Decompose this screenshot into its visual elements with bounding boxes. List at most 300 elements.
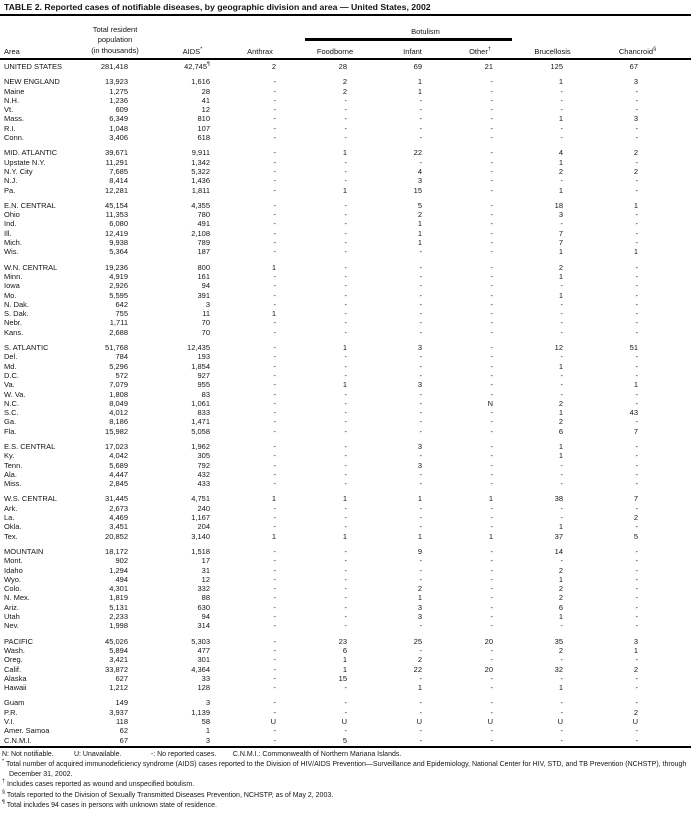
value-cell: - bbox=[273, 166, 276, 176]
value-cell: 1 bbox=[205, 726, 210, 736]
table-row bbox=[0, 637, 691, 646]
value-cell: 20 bbox=[484, 636, 493, 646]
area-cell: Maine bbox=[4, 86, 25, 96]
value-cell: - bbox=[419, 698, 422, 708]
value-cell: 4 bbox=[558, 148, 563, 158]
value-cell: 1 bbox=[417, 86, 422, 96]
value-cell: - bbox=[344, 157, 347, 167]
column-header-area: Area bbox=[4, 46, 20, 56]
value-cell: - bbox=[344, 602, 347, 612]
value-cell: - bbox=[273, 105, 276, 115]
value-cell: U bbox=[341, 717, 347, 726]
value-cell: 2,926 bbox=[109, 281, 128, 291]
value-cell: - bbox=[344, 584, 347, 594]
table-row bbox=[0, 229, 691, 238]
value-cell: 1 bbox=[271, 262, 276, 272]
footnote: * Total number of acquired immunodeficiency syndrome (AIDS) cases reported to the Division of HIV/AIDS Prevention—Surveillance and Epidemiology, National Center for HIV, STD, and TB Prevention (NCHSTP), through December 31, 2002. bbox=[2, 758, 687, 779]
column-header-2: AIDS* bbox=[182, 46, 203, 56]
value-cell: - bbox=[490, 210, 493, 220]
table-row bbox=[0, 219, 691, 228]
value-cell: - bbox=[490, 77, 493, 87]
value-cell: 1 bbox=[558, 441, 563, 451]
value-cell: - bbox=[490, 228, 493, 238]
value-cell: - bbox=[490, 645, 493, 655]
botulism-group-header: Botulism bbox=[305, 27, 512, 41]
value-cell: - bbox=[635, 602, 638, 612]
value-cell: - bbox=[490, 114, 493, 124]
value-cell: 1 bbox=[271, 309, 276, 319]
value-cell: - bbox=[273, 621, 276, 631]
value-cell: 94 bbox=[201, 612, 210, 622]
value-cell: - bbox=[490, 247, 493, 257]
value-cell: - bbox=[635, 522, 638, 532]
value-cell: 2,673 bbox=[109, 503, 128, 513]
value-cell: 4 bbox=[417, 166, 422, 176]
value-cell: - bbox=[419, 262, 422, 272]
value-cell: 17 bbox=[201, 556, 210, 566]
value-cell: 1 bbox=[558, 408, 563, 418]
value-cell: - bbox=[560, 707, 563, 717]
value-cell: 1 bbox=[558, 247, 563, 257]
value-cell: 2 bbox=[558, 398, 563, 408]
value-cell: - bbox=[344, 460, 347, 470]
value-cell: - bbox=[635, 398, 638, 408]
value-cell: - bbox=[344, 469, 347, 479]
value-cell: U bbox=[632, 717, 638, 726]
table-row bbox=[0, 646, 691, 655]
value-cell: - bbox=[344, 612, 347, 622]
value-cell: - bbox=[635, 185, 638, 195]
value-cell: - bbox=[560, 123, 563, 133]
value-cell: 1 bbox=[558, 77, 563, 87]
table-row bbox=[0, 566, 691, 575]
value-cell: - bbox=[635, 469, 638, 479]
value-cell: 1 bbox=[342, 664, 347, 674]
value-cell: - bbox=[344, 228, 347, 238]
value-cell: 1 bbox=[342, 655, 347, 665]
value-cell: - bbox=[490, 318, 493, 328]
value-cell: - bbox=[560, 655, 563, 665]
value-cell: 1 bbox=[558, 114, 563, 124]
value-cell: - bbox=[344, 574, 347, 584]
area-cell: Mich. bbox=[4, 238, 22, 248]
value-cell: 8,186 bbox=[109, 417, 128, 427]
value-cell: - bbox=[560, 105, 563, 115]
value-cell: - bbox=[344, 593, 347, 603]
value-cell: - bbox=[419, 556, 422, 566]
value-cell: - bbox=[273, 460, 276, 470]
value-cell: 1 bbox=[558, 361, 563, 371]
value-cell: U bbox=[270, 717, 276, 726]
table-row bbox=[0, 272, 691, 281]
area-cell: Iowa bbox=[4, 281, 20, 291]
value-cell: - bbox=[635, 389, 638, 399]
value-cell: - bbox=[490, 726, 493, 736]
value-cell: 3 bbox=[417, 612, 422, 622]
value-cell: 391 bbox=[197, 290, 210, 300]
value-cell: - bbox=[419, 370, 422, 380]
value-cell: - bbox=[344, 726, 347, 736]
value-cell: - bbox=[273, 426, 276, 436]
area-cell: Amer. Samoa bbox=[4, 726, 50, 736]
area-cell: Minn. bbox=[4, 271, 23, 281]
value-cell: 3 bbox=[417, 176, 422, 186]
value-cell: 23 bbox=[338, 636, 347, 646]
area-cell: Md. bbox=[4, 361, 17, 371]
column-header-4: Foodborne bbox=[316, 46, 354, 56]
value-cell: 1 bbox=[558, 451, 563, 461]
value-cell: 18 bbox=[554, 200, 563, 210]
value-cell: 477 bbox=[197, 645, 210, 655]
area-cell: R.I. bbox=[4, 123, 16, 133]
value-cell: - bbox=[490, 565, 493, 575]
value-cell: 1 bbox=[633, 247, 638, 257]
value-cell: - bbox=[490, 95, 493, 105]
population-header-line-1: Total resident bbox=[92, 24, 138, 34]
value-cell: - bbox=[635, 726, 638, 736]
value-cell: 1 bbox=[558, 522, 563, 532]
table-row bbox=[0, 427, 691, 436]
value-cell: 2 bbox=[342, 77, 347, 87]
value-cell: - bbox=[273, 148, 276, 158]
value-cell: 1,998 bbox=[109, 621, 128, 631]
value-cell: - bbox=[490, 556, 493, 566]
value-cell: 1 bbox=[558, 271, 563, 281]
area-cell: UNITED STATES bbox=[4, 62, 63, 71]
table-row bbox=[0, 186, 691, 195]
value-cell: - bbox=[273, 451, 276, 461]
value-cell: U bbox=[557, 717, 563, 726]
value-cell: 494 bbox=[115, 574, 128, 584]
value-cell: - bbox=[490, 460, 493, 470]
value-cell: - bbox=[635, 698, 638, 708]
value-cell: - bbox=[490, 574, 493, 584]
value-cell: - bbox=[635, 271, 638, 281]
value-cell: - bbox=[419, 247, 422, 257]
value-cell: 1 bbox=[558, 612, 563, 622]
value-cell: 618 bbox=[197, 133, 210, 143]
table-row bbox=[0, 575, 691, 584]
area-cell: C.N.M.I. bbox=[4, 735, 32, 745]
value-cell: - bbox=[490, 309, 493, 319]
column-header-6: Other† bbox=[469, 46, 491, 56]
value-cell: 2 bbox=[558, 565, 563, 575]
value-cell: 5,296 bbox=[109, 361, 128, 371]
value-cell: 2 bbox=[417, 210, 422, 220]
value-cell: 13,923 bbox=[105, 77, 128, 87]
table-row bbox=[0, 148, 691, 157]
value-cell: 1 bbox=[633, 645, 638, 655]
value-cell: - bbox=[635, 673, 638, 683]
value-cell: 6 bbox=[558, 426, 563, 436]
value-cell: - bbox=[635, 133, 638, 143]
value-cell: - bbox=[273, 565, 276, 575]
value-cell: 1,342 bbox=[191, 157, 210, 167]
value-cell: - bbox=[419, 479, 422, 489]
value-cell: 7 bbox=[633, 494, 638, 504]
value-cell: 4,355 bbox=[191, 200, 210, 210]
value-cell: - bbox=[419, 290, 422, 300]
value-cell: - bbox=[490, 584, 493, 594]
table-row bbox=[0, 62, 691, 71]
value-cell: 1 bbox=[271, 494, 276, 504]
value-cell: 4,919 bbox=[109, 271, 128, 281]
value-cell: 67 bbox=[119, 735, 128, 745]
value-cell: 9 bbox=[417, 546, 422, 556]
table-row bbox=[0, 343, 691, 352]
value-cell: - bbox=[344, 698, 347, 708]
area-cell: Wyo. bbox=[4, 574, 22, 584]
value-cell: - bbox=[273, 726, 276, 736]
value-cell: 21 bbox=[484, 62, 493, 71]
value-cell: 800 bbox=[197, 262, 210, 272]
value-cell: - bbox=[635, 584, 638, 594]
value-cell: - bbox=[635, 176, 638, 186]
value-cell: 627 bbox=[115, 673, 128, 683]
value-cell: - bbox=[344, 271, 347, 281]
value-cell: - bbox=[344, 565, 347, 575]
value-cell: 3,406 bbox=[109, 133, 128, 143]
area-cell: Pa. bbox=[4, 185, 16, 195]
area-cell: Ill. bbox=[4, 228, 12, 238]
value-cell: 927 bbox=[197, 370, 210, 380]
value-cell: - bbox=[273, 271, 276, 281]
value-cell: 5,322 bbox=[191, 166, 210, 176]
value-cell: - bbox=[273, 408, 276, 418]
table-row bbox=[0, 210, 691, 219]
value-cell: - bbox=[273, 157, 276, 167]
table-row bbox=[0, 470, 691, 479]
area-cell: N.Y. City bbox=[4, 166, 33, 176]
value-cell: - bbox=[490, 185, 493, 195]
value-cell: 15 bbox=[338, 673, 347, 683]
value-cell: 118 bbox=[116, 717, 128, 726]
value-cell: 833 bbox=[197, 408, 210, 418]
value-cell: - bbox=[344, 398, 347, 408]
value-cell: 6,349 bbox=[109, 114, 128, 124]
value-cell: - bbox=[344, 441, 347, 451]
area-cell: Alaska bbox=[4, 673, 27, 683]
value-cell: 1 bbox=[417, 494, 422, 504]
table-row bbox=[0, 114, 691, 123]
table-body bbox=[0, 62, 691, 745]
table-row bbox=[0, 593, 691, 602]
value-cell: - bbox=[344, 219, 347, 229]
value-cell: 2 bbox=[417, 655, 422, 665]
value-cell: 19,236 bbox=[105, 262, 128, 272]
value-cell: - bbox=[490, 262, 493, 272]
table-row bbox=[0, 309, 691, 318]
table-row bbox=[0, 494, 691, 503]
value-cell: - bbox=[635, 352, 638, 362]
value-cell: - bbox=[560, 86, 563, 96]
value-cell: 1 bbox=[633, 200, 638, 210]
value-cell: - bbox=[273, 683, 276, 693]
legend-cnmi: C.N.M.I.: Commonwealth of Northern Mariana Islands. bbox=[232, 751, 402, 758]
value-cell: 1 bbox=[417, 683, 422, 693]
value-cell: - bbox=[490, 735, 493, 745]
area-cell: V.I. bbox=[4, 717, 15, 726]
value-cell: 1 bbox=[558, 157, 563, 167]
value-cell: 4,042 bbox=[109, 451, 128, 461]
value-cell: - bbox=[419, 123, 422, 133]
value-cell: 88 bbox=[201, 593, 210, 603]
column-header-8: Chancroid§ bbox=[618, 46, 657, 56]
value-cell: - bbox=[419, 157, 422, 167]
value-cell: 902 bbox=[115, 556, 128, 566]
value-cell: - bbox=[419, 114, 422, 124]
value-cell: - bbox=[560, 281, 563, 291]
value-cell: - bbox=[273, 574, 276, 584]
value-cell: - bbox=[490, 698, 493, 708]
area-cell: Ohio bbox=[4, 210, 20, 220]
value-cell: 1,819 bbox=[109, 593, 128, 603]
value-cell: 1,167 bbox=[191, 513, 210, 523]
value-cell: 1 bbox=[417, 593, 422, 603]
value-cell: - bbox=[419, 271, 422, 281]
value-cell: - bbox=[490, 361, 493, 371]
table-row bbox=[0, 417, 691, 426]
value-cell: 3,937 bbox=[109, 707, 128, 717]
table-row bbox=[0, 300, 691, 309]
value-cell: 2 bbox=[558, 417, 563, 427]
value-cell: 1 bbox=[633, 380, 638, 390]
value-cell: 1,616 bbox=[191, 77, 210, 87]
value-cell: 301 bbox=[197, 655, 210, 665]
area-cell: S.C. bbox=[4, 408, 19, 418]
value-cell: - bbox=[273, 210, 276, 220]
value-cell: - bbox=[419, 327, 422, 337]
value-cell: - bbox=[273, 503, 276, 513]
table-row bbox=[0, 238, 691, 247]
value-cell: - bbox=[490, 352, 493, 362]
value-cell: 5,894 bbox=[109, 645, 128, 655]
value-cell: 1,294 bbox=[109, 565, 128, 575]
value-cell: - bbox=[635, 309, 638, 319]
value-cell: - bbox=[635, 370, 638, 380]
value-cell: - bbox=[273, 707, 276, 717]
value-cell: 2 bbox=[633, 664, 638, 674]
value-cell: 1,811 bbox=[191, 185, 210, 195]
table-row bbox=[0, 522, 691, 531]
table-row bbox=[0, 584, 691, 593]
value-cell: - bbox=[344, 166, 347, 176]
footnote-mark: ¶ bbox=[2, 799, 5, 806]
legend-unavailable: U: Unavailable. bbox=[73, 751, 122, 758]
value-cell: 12,281 bbox=[105, 185, 128, 195]
value-cell: - bbox=[635, 86, 638, 96]
value-cell: - bbox=[560, 479, 563, 489]
value-cell: - bbox=[560, 95, 563, 105]
table-row bbox=[0, 612, 691, 621]
value-cell: - bbox=[635, 621, 638, 631]
area-cell: P.R. bbox=[4, 707, 18, 717]
value-cell: - bbox=[560, 318, 563, 328]
value-cell: - bbox=[273, 238, 276, 248]
value-cell: 3 bbox=[417, 602, 422, 612]
value-cell: 5,303 bbox=[191, 636, 210, 646]
value-cell: 1 bbox=[342, 185, 347, 195]
value-cell: 2 bbox=[558, 584, 563, 594]
value-cell: - bbox=[490, 271, 493, 281]
value-cell: 28 bbox=[338, 62, 347, 71]
value-cell: - bbox=[344, 556, 347, 566]
value-cell: 1 bbox=[558, 290, 563, 300]
value-cell: - bbox=[419, 469, 422, 479]
value-cell: - bbox=[273, 380, 276, 390]
table-row bbox=[0, 726, 691, 735]
footnotes bbox=[0, 760, 691, 811]
area-cell: S. Dak. bbox=[4, 309, 29, 319]
value-cell: 755 bbox=[115, 309, 128, 319]
value-cell: - bbox=[419, 417, 422, 427]
value-cell: - bbox=[419, 451, 422, 461]
value-cell: 2 bbox=[342, 86, 347, 96]
value-cell: 240 bbox=[197, 503, 210, 513]
area-cell: Oreg. bbox=[4, 655, 23, 665]
value-cell: 149 bbox=[115, 698, 128, 708]
value-cell: - bbox=[273, 95, 276, 105]
value-cell: - bbox=[419, 299, 422, 309]
value-cell: 7 bbox=[633, 426, 638, 436]
value-cell: 955 bbox=[197, 380, 210, 390]
value-cell: 1 bbox=[342, 380, 347, 390]
value-cell: - bbox=[490, 327, 493, 337]
area-cell: La. bbox=[4, 513, 15, 523]
value-cell: 3 bbox=[417, 441, 422, 451]
value-cell: - bbox=[344, 133, 347, 143]
table-row bbox=[0, 96, 691, 105]
value-cell: - bbox=[490, 133, 493, 143]
value-cell: 31 bbox=[201, 565, 210, 575]
value-cell: - bbox=[635, 123, 638, 133]
value-cell: 25 bbox=[413, 636, 422, 646]
value-cell: - bbox=[635, 683, 638, 693]
value-cell: - bbox=[344, 352, 347, 362]
value-cell: - bbox=[344, 210, 347, 220]
value-cell: - bbox=[273, 612, 276, 622]
value-cell: 4,012 bbox=[109, 408, 128, 418]
table-row bbox=[0, 547, 691, 556]
value-cell: 83 bbox=[201, 389, 210, 399]
area-cell: Idaho bbox=[4, 565, 23, 575]
table-row bbox=[0, 621, 691, 630]
value-cell: - bbox=[635, 105, 638, 115]
value-cell: 3 bbox=[417, 343, 422, 353]
value-cell: 1 bbox=[271, 531, 276, 541]
value-cell: - bbox=[490, 683, 493, 693]
value-cell: 1,808 bbox=[109, 389, 128, 399]
value-cell: - bbox=[490, 219, 493, 229]
population-header-line-2: population bbox=[97, 35, 133, 44]
value-cell: - bbox=[490, 408, 493, 418]
value-cell: 42,745¶ bbox=[184, 61, 210, 71]
value-cell: 1 bbox=[417, 531, 422, 541]
value-cell: 2,845 bbox=[109, 479, 128, 489]
value-cell: - bbox=[560, 309, 563, 319]
value-cell: 11 bbox=[202, 309, 210, 319]
value-cell: - bbox=[419, 95, 422, 105]
value-cell: 22 bbox=[413, 148, 422, 158]
area-cell: Mont. bbox=[4, 556, 23, 566]
value-cell: 1,962 bbox=[191, 441, 210, 451]
value-cell: 7 bbox=[558, 228, 563, 238]
value-cell: 70 bbox=[201, 318, 210, 328]
value-cell: 3 bbox=[633, 77, 638, 87]
value-cell: 62 bbox=[119, 726, 128, 736]
value-cell: 5,058 bbox=[191, 426, 210, 436]
value-cell: 3,451 bbox=[109, 522, 128, 532]
